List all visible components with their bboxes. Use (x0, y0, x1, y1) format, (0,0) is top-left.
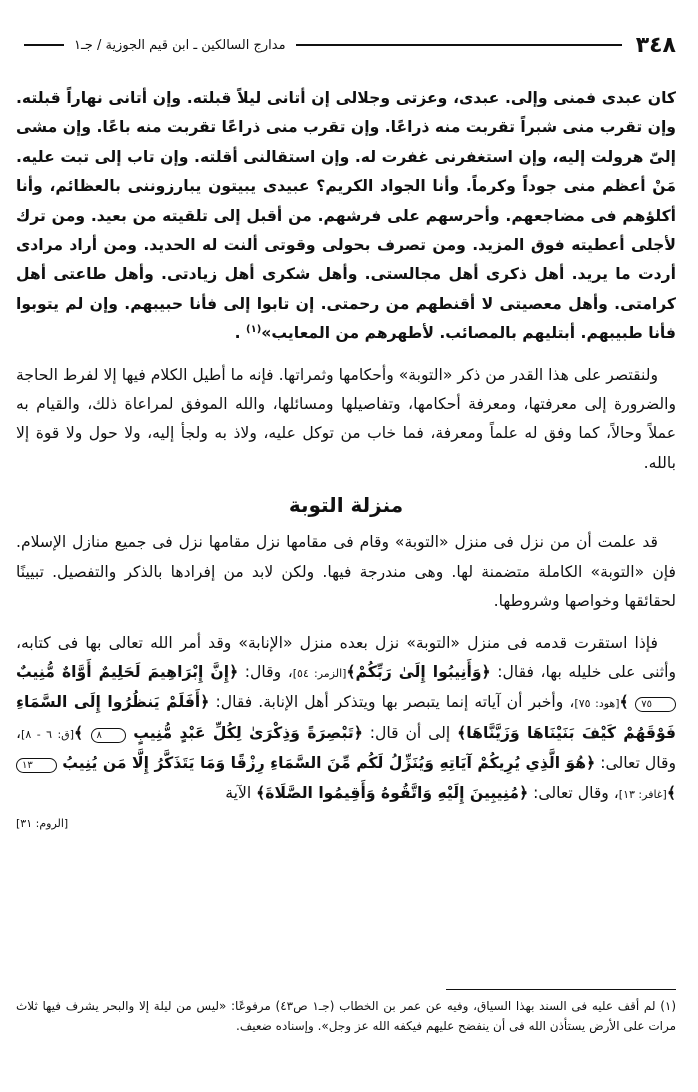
quran-verse-hud-close: ﴾ (619, 693, 629, 712)
intro-paragraph: قد علمت أن من نزل فى منزل «التوبة» وقام فى مقامها نزل مقامها نزل فى جميع منازل الإسلام. فإن «التوبة» الكاملة متضمنة لها. وهى مندرجة فيها. ولكن لابد من إفرادها بالذكر والتفصيل. تبيينًا لحقائقها وخواصها وشروطها. (16, 533, 676, 611)
running-title: مدارج السالكين ـ ابن قيم الجوزية / جـ١ (74, 37, 286, 53)
verse-ref-hud: [هود: ٧٥] (574, 697, 620, 711)
inabah-text-2: ، وقال: (238, 662, 293, 681)
ayah-number-75: ٧٥ (635, 697, 676, 712)
quran-verse-qaf-2-text: ﴿تَبْصِرَةً وَذِكْرَىٰ لِكُلِّ عَبْدٍ مُّنِيبٍ (133, 723, 363, 742)
inabah-text-6: ، وقال تعالى: (528, 783, 619, 802)
quran-verse-zumar: ﴿وَأَنِيبُوا إِلَىٰ رَبِّكُمْ﴾ (346, 662, 491, 681)
inabah-text-7: الآية (225, 783, 257, 802)
section-title: منزلة التوبة (288, 493, 404, 518)
quran-verse-ghafir-text: ﴿هُوَ الَّذِي يُرِيكُمْ آيَاتِهِ وَيُنَزِّلُ لَكُم مِّنَ السَّمَاءِ رِزْقًا وَمَا يَتَذَكَّرُ إِلَّا مَن يُنِيبُ (62, 754, 596, 773)
header-rule (296, 44, 622, 46)
inabah-text-3: ، وأخبر أن آياته إنما يتبصر بها ويتذكر أهل الإنابة. فقال: (209, 693, 575, 712)
inabah-text-4: إلى أن قال: (362, 723, 458, 742)
ayah-number-13: ١٣ (16, 758, 57, 773)
hadith-text: كان عبدى فمنى وإلى. عبدى، وعزتى وجلالى إن أتانى ليلاً قبلته. وإن أتانى نهاراً قبلته. وإن تقرب منى شبراً تقربت منه ذراعًا. وإن تقرب منى ذراعًا تقربت منه باعًا. وإن مشى إلىّ هرولت إليه، وإن استغفرنى غفرت له. وإن استقالنى أقلته. وإن تاب إلى تبت عليه. مَنْ أعظم منى جوداً وكرماً. وأنا الجواد الكريم؟ عبيدى يبيتون يبارزوننى بالعظائم، وأنا أكلؤهم فى مضاجعهم. وأحرسهم على فرشهم. من أقبل إلى تلقيته من بعيد. ومن ترك لأجلى أعطيته فوق المزيد. ومن تصرف بحولى وقوتى ألنت له الحديد. ومن أراد مرادى أردت ما يريد. أهل ذكرى أهل مجالستى. وأهل شكرى أهل زيادتى. وأهل طاعتى أهل كرامتى. وأهل معصيتى لا أقنطهم من رحمتى. إن تابوا إلى فأنا حبيبهم. وإن لم يتوبوا فأنا طبيبهم. أبتليهم بالمصائب. لأطهرهم من المعايب» (16, 89, 676, 343)
inabah-paragraph (16, 629, 676, 809)
quran-verse-ghafir-close: ﴾ (666, 783, 676, 802)
verse-ref-zumar: [الزمر: ٥٤] (292, 666, 347, 680)
inabah-text-5: ، وقال تعالى: (16, 723, 676, 773)
hadith-quote (16, 84, 676, 349)
inabah-text-1: فإذا استقرت قدمه فى منزل «التوبة» نزل بعده منزل «الإنابة» وقد أمر الله تعالى بها فى كتابه، وأثنى على خليله بها، فقال: (16, 633, 676, 681)
page-header (18, 30, 676, 60)
header-rule-short (24, 44, 64, 46)
ayah-number-8: ٨ (91, 728, 126, 743)
page-body (16, 84, 676, 838)
verse-ref-qaf: [ق: ٦ - ٨] (21, 727, 74, 741)
page-number: ٣٤٨ (635, 32, 676, 58)
quran-verse-qaf-1: ﴿أَفَلَمْ يَنظُرُوا إِلَى السَّمَاءِ فَوْقَهُمْ كَيْفَ بَنَيْنَاهَا وَزَيَّنَّاهَا﴾ (16, 693, 676, 742)
quran-verse-qaf-2 (74, 724, 363, 742)
footnote: (١) لم أقف عليه فى السند بهذا السياق، وفيه عن عمر بن الخطاب (جـ١ ص٤٣) مرفوعًا: «ليس من ليلة إلا والبحر يشرف فيها ثلاث مرات على الأرض يستأذن الله فى أن ينفضح عليهم فيكفه الله عز وجل». وإسناده ضعيف. (16, 999, 677, 1033)
footnote-rule (446, 989, 676, 990)
verse-ref-ghafir: [غافر: ١٣] (618, 787, 667, 801)
quran-verse-hud-text: ﴿إِنَّ إِبْرَاهِيمَ لَحَلِيمٌ أَوَّاهٌ مُّنِيبٌ (16, 662, 239, 681)
quran-verse-rum: ﴿مُنِيبِينَ إِلَيْهِ وَاتَّقُوهُ وَأَقِيمُوا الصَّلَاةَ﴾ (256, 783, 529, 802)
quran-verse-qaf-2-close: ﴾ (74, 723, 84, 742)
footnote-marker[interactable]: (١) (246, 324, 262, 336)
verse-ref-rum: [الروم: ٣١] (16, 816, 69, 830)
hadith-end: . (234, 324, 247, 343)
closing-paragraph: ولنقتصر على هذا القدر من ذكر «التوبة» وأحكامها وثمراتها. فإنه ما أطيل الكلام فيها إلا لفرط الحاجة والضرورة إلى معرفتها، ومعرفة أحكامها، وتفاصيلها ومسائلها، والله الموفق لمراعاة ذلك، والقيام به عملاً وحالاً، كما وفق له علماً ومعرفة، فما خاب من توكل عليه، ولاذ به ولجأ إليه، ولا حول ولا قوة إلا بالله. (16, 365, 676, 472)
